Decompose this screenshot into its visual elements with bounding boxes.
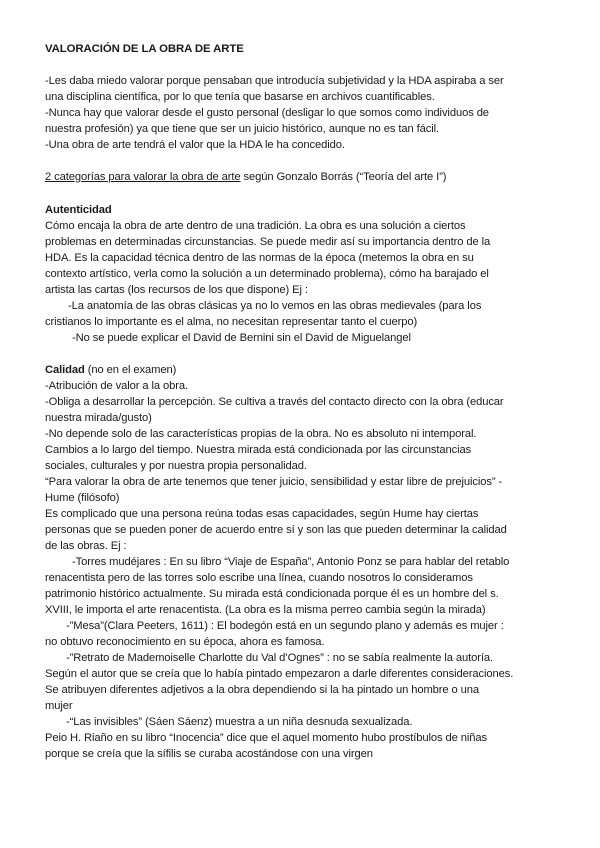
document-title: VALORACIÓN DE LA OBRA DE ARTE (45, 43, 244, 55)
text-line: nuestra profesión) ya que tiene que ser un juicio histórico, aunque no es tan fácil. (45, 123, 439, 135)
text-line: porque se creía que la sífilis se curaba acostándose con una virgen (45, 748, 373, 760)
text-line: -Les daba miedo valorar porque pensaban que introducía subjetividad y la HDA aspiraba a ser (45, 75, 504, 87)
text-line: sociales, culturales y por nuestra propia personalidad. (45, 460, 307, 472)
example-line: -“Las invisibles” (Sáen Sáenz) muestra a un niña desnuda sexualizada. (66, 716, 413, 728)
text-line: Peio H. Riaño en su libro “Inocencia” dice que el aquel momento hubo prostíbulos de niñas (45, 732, 487, 744)
text-line: patrimonio histórico actualmente. Su mirada está condicionada porque él es un hombre del s. (45, 588, 499, 600)
text-line: una disciplina científica, por lo que tenía que basarse en archivos cuantificables. (45, 91, 435, 103)
text-line: artista las cartas (los recursos de los que dispone) Ej : (45, 284, 308, 296)
text-line: -Una obra de arte tendrá el valor que la HDA le ha concedido. (45, 139, 345, 151)
text-line: no obtuvo reconocimiento en su época, ahora es famosa. (45, 636, 325, 648)
text-line: Es complicado que una persona reúna todas esas capacidades, según Hume hay ciertas (45, 508, 479, 520)
categories-rest: según Gonzalo Borrás (“Teoría del arte I”) (240, 171, 447, 183)
example-line: -Torres mudéjares : En su libro “Viaje de España”, Antonio Ponz se para hablar del retablo (72, 556, 510, 568)
text-line: de las obras. Ej : (45, 540, 127, 552)
quote-attribution: Hume (filósofo) (45, 492, 120, 504)
calidad-heading: Calidad (45, 364, 85, 376)
example-line: cristianos lo importante es el alma, no necesitan representar tanto el cuerpo) (45, 316, 418, 328)
autenticidad-heading: Autenticidad (45, 204, 112, 216)
example-line: -”Mesa”(Clara Peeters, 1611) : El bodegón está en un segundo plano y además es mujer : (66, 620, 504, 632)
example-line: -”Retrato de Mademoiselle Charlotte du Val d’Ognes” : no se sabía realmente la autoría. (66, 652, 494, 664)
text-line: -Obliga a desarrollar la percepción. Se cultiva a través del contacto directo con la obra (educar (45, 396, 504, 408)
text-line: nuestra mirada/gusto) (45, 412, 152, 424)
example-line: -No se puede explicar el David de Bernini sin el David de Miguelangel (72, 332, 411, 344)
text-line: Cambios a lo largo del tiempo. Nuestra mirada está condicionada por las circunstancias (45, 444, 472, 456)
text-line: Cómo encaja la obra de arte dentro de una tradición. La obra es una solución a ciertos (45, 220, 466, 232)
categories-underlined: 2 categorías para valorar la obra de arte (45, 171, 241, 183)
categories-line (45, 170, 446, 185)
text-line: -Nunca hay que valorar desde el gusto personal (desligar lo que somos como individuos de (45, 107, 489, 119)
calidad-heading-line (45, 363, 176, 378)
text-line: mujer (45, 700, 73, 712)
text-line: Se atribuyen diferentes adjetivos a la obra dependiendo si la ha pintado un hombre o una (45, 684, 480, 696)
text-line: Según el autor que se creía que lo había pintado empezaron a darle diferentes consideraciones. (45, 668, 514, 680)
text-line: -Atribución de valor a la obra. (45, 380, 189, 392)
text-line: personas que se pueden poner de acuerdo entre sí y son las que pueden determinar la calidad (45, 524, 507, 536)
quote-line: “Para valorar la obra de arte tenemos que tener juicio, sensibilidad y estar libre de prejuicios” - (45, 476, 503, 488)
text-line: contexto artístico, verla como la solución a un determinado problema), cómo ha barajado el (45, 268, 489, 280)
text-line: -No depende solo de las características propias de la obra. No es absoluto ni intemporal. (45, 428, 477, 440)
calidad-note: (no en el examen) (84, 364, 177, 376)
example-line: -La anatomía de las obras clásicas ya no lo vemos en las obras medievales (para los (68, 300, 482, 312)
text-line: XVIII, le importa el arte renacentista. (La obra es la misma perreo cambia según la mirada) (45, 604, 486, 616)
text-line: HDA. Es la capacidad técnica dentro de las normas de la época (metemos la obra en su (45, 252, 474, 264)
text-line: problemas en determinadas circunstancias. Se puede medir así su importancia dentro de la (45, 236, 491, 248)
text-line: renacentista pero de las torres solo escribe una línea, cuando nosotros lo consideramos (45, 572, 473, 584)
